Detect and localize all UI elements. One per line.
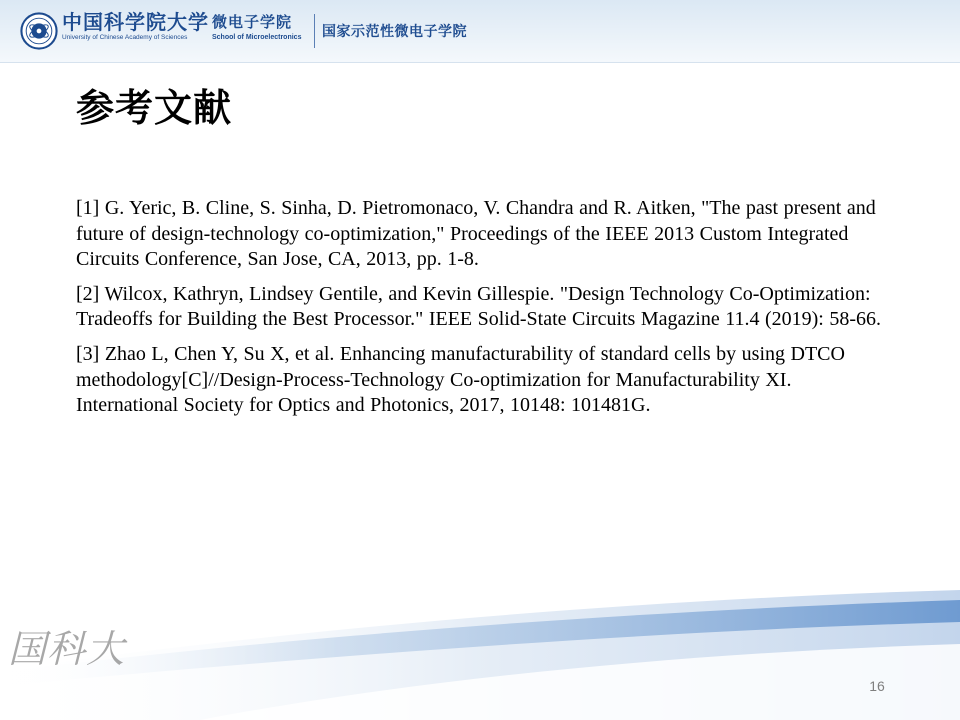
slide-title: 参考文献 [76, 86, 233, 130]
reference-item: [1] G. Yeric, B. Cline, S. Sinha, D. Pietromonaco, V. Chandra and R. Aitken, "The past present and future of design-technology co-optimization," Proceedings of the IEEE 2013 Custom Integrated Circuits Conference, San Jose, CA, 2013, pp. 1-8. [76, 197, 876, 271]
slide-header [0, 0, 960, 63]
footer-wave-decoration [0, 560, 960, 720]
national-college-label: 国家示范性微电子学院 [322, 24, 467, 40]
reference-list [76, 196, 888, 428]
university-name-cn: 中国科学院大学 [62, 10, 209, 34]
header-divider [314, 14, 315, 48]
page-number: 16 [869, 678, 885, 694]
school-name-en: School of Microelectronics [212, 34, 302, 41]
university-logo-text [62, 11, 209, 42]
university-name-en: University of Chinese Academy of Sciences [62, 34, 188, 41]
ucas-emblem-icon [20, 12, 58, 50]
watermark-logo: 国科大 [8, 627, 126, 671]
reference-item: [3] Zhao L, Chen Y, Su X, et al. Enhancing manufacturability of standard cells by using DTCO methodology[C]//Design-Process-Technology Co-optimization for Manufacturability XI. International Society for Optics and Photonics, 2017, 10148: 101481G. [76, 342, 845, 417]
school-name-cn: 微电子学院 [212, 13, 293, 31]
reference-item: [2] Wilcox, Kathryn, Lindsey Gentile, and Kevin Gillespie. "Design Technology Co-Optimization: Tradeoffs for Building the Best Processor." IEEE Solid-State Circuits Magazine 11.4 (2019): 58-66. [76, 282, 881, 331]
school-logo-text [212, 11, 301, 42]
